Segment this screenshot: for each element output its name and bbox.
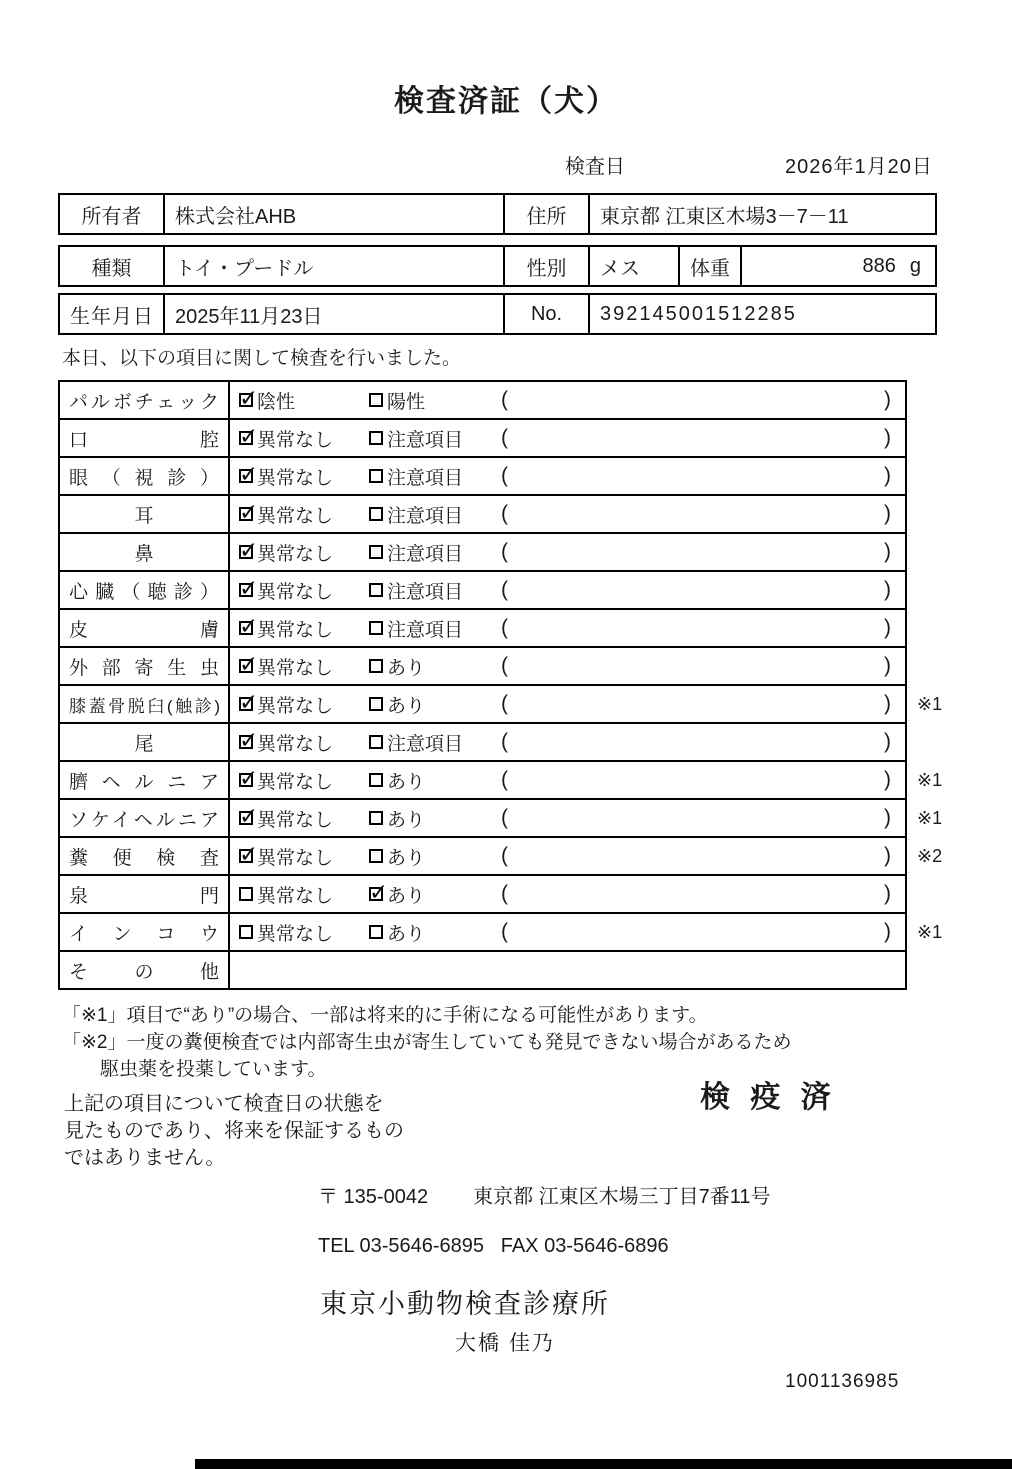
paren-open: ( xyxy=(501,502,508,525)
inspection-row-body xyxy=(229,837,906,875)
checkbox-checked-icon xyxy=(239,621,253,635)
row-note xyxy=(906,571,966,609)
inspection-row-content xyxy=(239,687,891,721)
option-label: あり xyxy=(387,885,426,907)
inspection-row xyxy=(59,457,966,495)
inspection-row xyxy=(59,685,966,723)
option-label: あり xyxy=(387,923,426,945)
paren-open: ( xyxy=(501,768,508,791)
checkbox-unchecked-icon xyxy=(369,659,383,673)
row-note xyxy=(906,647,966,685)
inspection-row-body xyxy=(229,381,906,419)
inspection-option xyxy=(369,767,501,794)
paren-close: ) xyxy=(884,768,891,791)
option-label: 陰性 xyxy=(257,391,296,413)
row-note xyxy=(906,533,966,571)
checkbox-unchecked-icon xyxy=(369,811,383,825)
checkbox-checked-icon xyxy=(239,507,253,521)
inspection-table xyxy=(58,380,967,990)
inspection-row-content xyxy=(239,763,891,797)
bottom-block xyxy=(0,1091,1012,1172)
option-label: あり xyxy=(387,771,426,793)
inspection-option xyxy=(239,463,369,490)
inspection-row xyxy=(59,951,966,989)
inspection-option xyxy=(369,919,501,946)
paren-open: ( xyxy=(501,844,508,867)
disclaimer-line-3: ではありません。 xyxy=(64,1147,226,1169)
inspection-option xyxy=(369,463,501,490)
inspection-item-label: 皮膚 xyxy=(59,609,229,647)
paren-open: ( xyxy=(501,692,508,715)
option-label: 異常なし xyxy=(257,429,334,451)
option-label: 注意項目 xyxy=(387,733,464,755)
option-label: 異常なし xyxy=(257,885,334,907)
weight-unit: g xyxy=(909,254,921,277)
inspection-row xyxy=(59,495,966,533)
inspection-row-content xyxy=(239,383,891,417)
option-label: 注意項目 xyxy=(387,467,464,489)
checkbox-checked-icon xyxy=(239,773,253,787)
paren-open: ( xyxy=(501,882,508,905)
inspection-option xyxy=(239,881,369,908)
checkbox-checked-icon xyxy=(239,393,253,407)
inspection-row-body xyxy=(229,951,906,989)
inspection-item-label: 鼻 xyxy=(59,533,229,571)
serial-number: 1001136985 xyxy=(785,1371,900,1392)
row-note: ※1 xyxy=(917,693,943,714)
address-value: 東京都 江東区木場3－7－11 xyxy=(589,194,936,234)
paren-close: ) xyxy=(884,692,891,715)
no-label: No. xyxy=(504,294,589,334)
inspection-option xyxy=(369,653,501,680)
option-label: 異常なし xyxy=(257,923,334,945)
paren-close: ) xyxy=(884,616,891,639)
inspection-option xyxy=(369,691,501,718)
checkbox-unchecked-icon xyxy=(369,925,383,939)
weight-label: 体重 xyxy=(679,246,741,286)
inspection-option xyxy=(369,843,501,870)
inspection-option xyxy=(239,653,369,680)
checkbox-checked-icon xyxy=(239,583,253,597)
page-title: 検査済証（犬） xyxy=(394,85,618,118)
checkbox-checked-icon xyxy=(239,849,253,863)
paren-close: ) xyxy=(884,806,891,829)
address-label: 住所 xyxy=(504,194,589,234)
inspection-option xyxy=(239,805,369,832)
inspection-option xyxy=(239,615,369,642)
inspection-row-content xyxy=(239,497,891,531)
option-label: 異常なし xyxy=(257,505,334,527)
inspection-row-content xyxy=(239,421,891,455)
inspection-option xyxy=(239,425,369,452)
clinic-postal-address xyxy=(318,1180,1012,1209)
inspection-row xyxy=(59,609,966,647)
birth-label: 生年月日 xyxy=(59,294,164,334)
option-label: 異常なし xyxy=(257,695,334,717)
checkbox-unchecked-icon xyxy=(369,507,383,521)
inspection-item-label: インコウ xyxy=(59,913,229,951)
inspection-item-label: 膝蓋骨脱臼(触診) xyxy=(59,685,229,723)
inspection-row-content xyxy=(239,953,891,987)
checkbox-unchecked-icon xyxy=(369,697,383,711)
inspection-option xyxy=(239,729,369,756)
inspection-option xyxy=(369,539,501,566)
option-label: 異常なし xyxy=(257,619,334,641)
checkbox-unchecked-icon xyxy=(369,393,383,407)
checkbox-unchecked-icon xyxy=(369,431,383,445)
inspection-row xyxy=(59,571,966,609)
inspection-option xyxy=(239,501,369,528)
owner-label: 所有者 xyxy=(59,194,164,234)
paren-close: ) xyxy=(884,502,891,525)
option-label: 注意項目 xyxy=(387,543,464,565)
clinic-postal: 〒 135-0042 xyxy=(318,1186,429,1208)
option-label: 異常なし xyxy=(257,771,334,793)
checkbox-checked-icon xyxy=(369,887,383,901)
inspection-row-body xyxy=(229,685,906,723)
footnotes xyxy=(62,1002,1012,1083)
pet-info-row xyxy=(59,246,936,286)
intro-text: 本日、以下の項目に関して検査を行いました。 xyxy=(62,348,462,369)
row-note xyxy=(906,723,966,761)
option-label: 異常なし xyxy=(257,581,334,603)
disclaimer-line-1: 上記の項目について検査日の状態を xyxy=(64,1093,384,1115)
paren-open: ( xyxy=(501,920,508,943)
checkbox-unchecked-icon xyxy=(239,925,253,939)
inspection-option xyxy=(239,539,369,566)
footnote-1: 「※1」項目で“あり”の場合、一部は将来的に手術になる可能性があります。 xyxy=(62,1005,708,1026)
row-note: ※1 xyxy=(917,921,943,942)
inspection-item-label: 泉門 xyxy=(59,875,229,913)
inspection-option xyxy=(239,691,369,718)
option-label: 異常なし xyxy=(257,657,334,679)
inspection-row-body xyxy=(229,875,906,913)
inspection-item-label: 口腔 xyxy=(59,419,229,457)
paren-close: ) xyxy=(884,540,891,563)
row-note xyxy=(906,457,966,495)
birth-value: 2025年11月23日 xyxy=(164,294,504,334)
inspection-row-content xyxy=(239,877,891,911)
inspection-item-label: 眼（視診） xyxy=(59,457,229,495)
paren-close: ) xyxy=(884,578,891,601)
option-label: 注意項目 xyxy=(387,505,464,527)
exam-date-label: 検査日 xyxy=(565,156,625,178)
inspection-row xyxy=(59,647,966,685)
inspection-row xyxy=(59,799,966,837)
option-label: あり xyxy=(387,657,426,679)
exam-date-value: 2026年1月20日 xyxy=(785,156,933,178)
checkbox-checked-icon xyxy=(239,431,253,445)
no-value: 392145001512285 xyxy=(589,294,936,334)
inspection-row-body xyxy=(229,609,906,647)
checkbox-unchecked-icon xyxy=(369,469,383,483)
inspection-option xyxy=(369,387,501,414)
inspection-option xyxy=(369,425,501,452)
paren-close: ) xyxy=(884,920,891,943)
scan-artifact-strip xyxy=(195,1459,1012,1469)
sex-label: 性別 xyxy=(504,246,589,286)
inspection-option xyxy=(239,767,369,794)
inspection-row xyxy=(59,419,966,457)
checkbox-unchecked-icon xyxy=(369,583,383,597)
pet-info-table xyxy=(58,245,937,287)
inspection-row xyxy=(59,533,966,571)
paren-close: ) xyxy=(884,426,891,449)
inspection-row xyxy=(59,837,966,875)
clinic-tel-fax: TEL 03-5646-6895 FAX 03-5646-6896 xyxy=(318,1235,669,1257)
inspection-row-body xyxy=(229,457,906,495)
inspection-row-body xyxy=(229,723,906,761)
checkbox-checked-icon xyxy=(239,659,253,673)
paren-open: ( xyxy=(501,730,508,753)
option-label: 陽性 xyxy=(387,391,426,413)
checkbox-unchecked-icon xyxy=(369,735,383,749)
paren-open: ( xyxy=(501,654,508,677)
checkbox-unchecked-icon xyxy=(239,887,253,901)
option-label: 異常なし xyxy=(257,543,334,565)
option-label: 注意項目 xyxy=(387,619,464,641)
clinic-address: 東京都 江東区木場三丁目7番11号 xyxy=(473,1186,771,1208)
inspection-row-body xyxy=(229,419,906,457)
inspection-row-content xyxy=(239,915,891,949)
inspection-option xyxy=(369,805,501,832)
row-note xyxy=(906,419,966,457)
disclaimer-line-2: 見たものであり、将来を保証するもの xyxy=(64,1120,404,1142)
weight-value: 886 xyxy=(862,254,896,277)
paren-close: ) xyxy=(884,654,891,677)
inspection-row-body xyxy=(229,533,906,571)
option-label: 注意項目 xyxy=(387,581,464,603)
checkbox-checked-icon xyxy=(239,697,253,711)
inspection-row-content xyxy=(239,839,891,873)
owner-row xyxy=(59,194,936,234)
paren-close: ) xyxy=(884,464,891,487)
exam-date-row xyxy=(565,150,1012,179)
birth-row xyxy=(59,294,936,334)
inspection-item-label: 耳 xyxy=(59,495,229,533)
paren-open: ( xyxy=(501,578,508,601)
option-label: 異常なし xyxy=(257,847,334,869)
sex-value: メス xyxy=(589,246,679,286)
paren-close: ) xyxy=(884,730,891,753)
paren-open: ( xyxy=(501,426,508,449)
inspection-option xyxy=(369,729,501,756)
inspection-row-content xyxy=(239,801,891,835)
inspection-row-content xyxy=(239,459,891,493)
option-label: 異常なし xyxy=(257,809,334,831)
inspection-item-label: パルボチェック xyxy=(59,381,229,419)
option-label: あり xyxy=(387,847,426,869)
vet-name: 大橋 佳乃 xyxy=(455,1332,555,1355)
inspection-item-label: 心臓（聴診） xyxy=(59,571,229,609)
inspection-row-body xyxy=(229,571,906,609)
row-note: ※1 xyxy=(917,769,943,790)
footnote-2: 「※2」一度の糞便検査では内部寄生虫が寄生していても発見できない場合があるため xyxy=(62,1032,792,1053)
checkbox-unchecked-icon xyxy=(369,545,383,559)
checkbox-checked-icon xyxy=(239,469,253,483)
inspection-row xyxy=(59,913,966,951)
row-note: ※2 xyxy=(917,845,943,866)
inspection-row-content xyxy=(239,573,891,607)
inspection-option xyxy=(369,881,501,908)
row-note xyxy=(906,381,966,419)
inspection-option xyxy=(369,615,501,642)
row-note xyxy=(906,609,966,647)
inspection-row-body xyxy=(229,761,906,799)
inspection-option xyxy=(369,501,501,528)
quarantine-stamp: 検 疫 済 xyxy=(700,1081,837,1114)
birth-table xyxy=(58,293,937,335)
checkbox-unchecked-icon xyxy=(369,849,383,863)
inspection-item-label: 臍ヘルニア xyxy=(59,761,229,799)
inspection-item-label: 外部寄生虫 xyxy=(59,647,229,685)
row-note: ※1 xyxy=(917,807,943,828)
inspection-row-content xyxy=(239,535,891,569)
inspection-row-content xyxy=(239,649,891,683)
disclaimer xyxy=(64,1091,1012,1172)
option-label: 異常なし xyxy=(257,733,334,755)
inspection-row-body xyxy=(229,495,906,533)
inspection-row-content xyxy=(239,611,891,645)
row-note xyxy=(906,951,966,989)
checkbox-checked-icon xyxy=(239,545,253,559)
option-label: 異常なし xyxy=(257,467,334,489)
paren-close: ) xyxy=(884,388,891,411)
inspection-row xyxy=(59,723,966,761)
option-label: あり xyxy=(387,695,426,717)
breed-label: 種類 xyxy=(59,246,164,286)
owner-value: 株式会社AHB xyxy=(164,194,504,234)
paren-open: ( xyxy=(501,616,508,639)
row-note xyxy=(906,875,966,913)
paren-open: ( xyxy=(501,540,508,563)
checkbox-checked-icon xyxy=(239,735,253,749)
paren-close: ) xyxy=(884,844,891,867)
inspection-row-body xyxy=(229,913,906,951)
weight-value-cell xyxy=(741,246,936,286)
inspection-row-body xyxy=(229,799,906,837)
option-label: 注意項目 xyxy=(387,429,464,451)
option-label: あり xyxy=(387,809,426,831)
inspection-row xyxy=(59,761,966,799)
inspection-item-label: 糞便検査 xyxy=(59,837,229,875)
inspection-item-label: その他 xyxy=(59,951,229,989)
owner-table xyxy=(58,193,937,235)
paren-open: ( xyxy=(501,806,508,829)
checkbox-checked-icon xyxy=(239,811,253,825)
row-note xyxy=(906,495,966,533)
paren-close: ) xyxy=(884,882,891,905)
inspection-item-label: 尾 xyxy=(59,723,229,761)
inspection-option xyxy=(239,919,369,946)
paren-open: ( xyxy=(501,464,508,487)
checkbox-unchecked-icon xyxy=(369,773,383,787)
inspection-option xyxy=(239,577,369,604)
footnote-2-continued: 駆虫薬を投薬しています。 xyxy=(100,1059,327,1080)
breed-value: トイ・プードル xyxy=(164,246,504,286)
clinic-name: 東京小動物検査診療所 xyxy=(320,1289,610,1319)
inspection-option xyxy=(369,577,501,604)
inspection-option xyxy=(239,387,369,414)
inspection-row-content xyxy=(239,725,891,759)
inspection-row xyxy=(59,381,966,419)
inspection-item-label: ソケイヘルニア xyxy=(59,799,229,837)
inspection-row xyxy=(59,875,966,913)
inspection-option xyxy=(239,843,369,870)
checkbox-unchecked-icon xyxy=(369,621,383,635)
paren-open: ( xyxy=(501,388,508,411)
inspection-row-body xyxy=(229,647,906,685)
